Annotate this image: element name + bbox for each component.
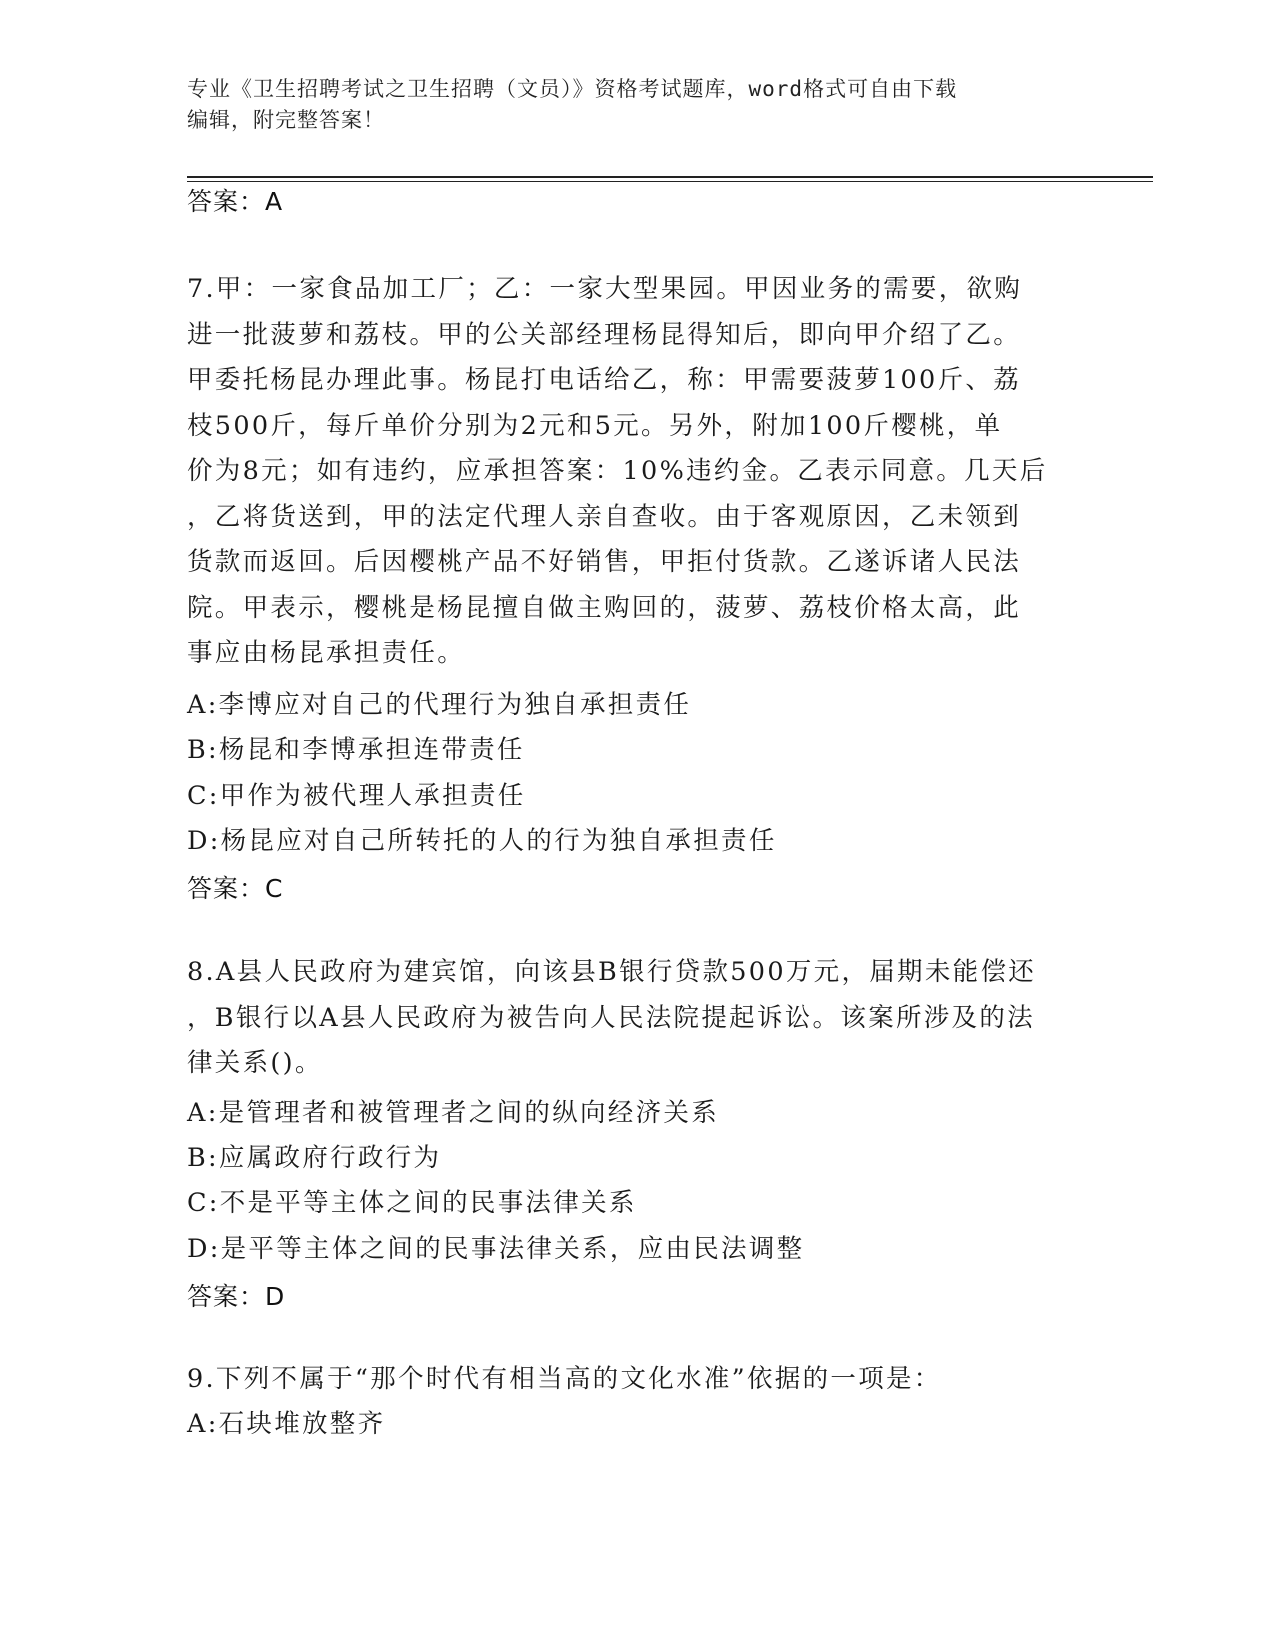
question-7-line: 价为8元；如有违约，应承担答案：10%违约金。乙表示同意。几天后 xyxy=(187,456,1048,486)
question-9-option-a: A:石块堆放整齐 xyxy=(187,1409,386,1439)
document-header xyxy=(187,74,1067,136)
question-8-line: ，B银行以A县人民政府为被告向人民法院提起诉讼。该案所涉及的法 xyxy=(187,1002,1035,1033)
question-7-option-d: D:杨昆应对自己所转托的人的行为独自承担责任 xyxy=(187,826,777,856)
question-7-line: 事应由杨昆承担责任。 xyxy=(187,638,466,668)
header-rule-thick xyxy=(187,176,1153,178)
question-8-option-d: D:是平等主体之间的民事法律关系，应由民法调整 xyxy=(187,1234,805,1264)
question-7-answer: 答案：C xyxy=(187,874,284,903)
question-7-option-a: A:李博应对自己的代理行为独自承担责任 xyxy=(187,690,692,720)
header-rule-thin xyxy=(187,181,1153,182)
question-8-option-a: A:是管理者和被管理者之间的纵向经济关系 xyxy=(187,1098,720,1128)
question-7-line: 进一批菠萝和荔枝。甲的公关部经理杨昆得知后，即向甲介绍了乙。 xyxy=(187,319,1022,350)
question-8-text xyxy=(187,950,1087,1087)
question-8-line: 8.A县人民政府为建宾馆，向该县B银行贷款500万元，届期未能偿还 xyxy=(187,957,1037,987)
question-7-line: 货款而返回。后因樱桃产品不好销售，甲拒付货款。乙遂诉诸人民法 xyxy=(187,547,1022,577)
previous-answer: 答案：A xyxy=(187,187,284,216)
question-7-line: 甲委托杨昆办理此事。杨昆打电话给乙，称：甲需要菠萝100斤、荔 xyxy=(187,365,1021,395)
question-7-line: 院。甲表示，樱桃是杨昆擅自做主购回的，菠萝、荔枝价格太高，此 xyxy=(187,592,1022,623)
question-7-text xyxy=(187,267,1087,677)
header-line-1: 专业《卫生招聘考试之卫生招聘（文员）》资格考试题库，word格式可自由下载 xyxy=(187,77,958,101)
question-7-option-b: B:杨昆和李博承担连带责任 xyxy=(187,735,525,765)
question-8-line: 律关系()。 xyxy=(187,1048,323,1078)
question-7-line: ，乙将货送到，甲的法定代理人亲自查收。由于客观原因，乙未领到 xyxy=(187,501,1022,532)
question-8-option-c: C:不是平等主体之间的民事法律关系 xyxy=(187,1188,637,1218)
question-7-line: 7.甲：一家食品加工厂；乙：一家大型果园。甲因业务的需要，欲购 xyxy=(187,274,1023,304)
question-9-text: 9.下列不属于“那个时代有相当高的文化水准”依据的一项是： xyxy=(187,1364,942,1394)
question-8-answer: 答案：D xyxy=(187,1282,286,1311)
question-7-option-c: C:甲作为被代理人承担责任 xyxy=(187,781,526,811)
header-line-2: 编辑，附完整答案！ xyxy=(187,108,385,132)
question-7-line: 枝500斤，每斤单价分别为2元和5元。另外，附加100斤樱桃，单 xyxy=(187,410,1003,441)
question-8-option-b: B:应属政府行政行为 xyxy=(187,1143,442,1173)
